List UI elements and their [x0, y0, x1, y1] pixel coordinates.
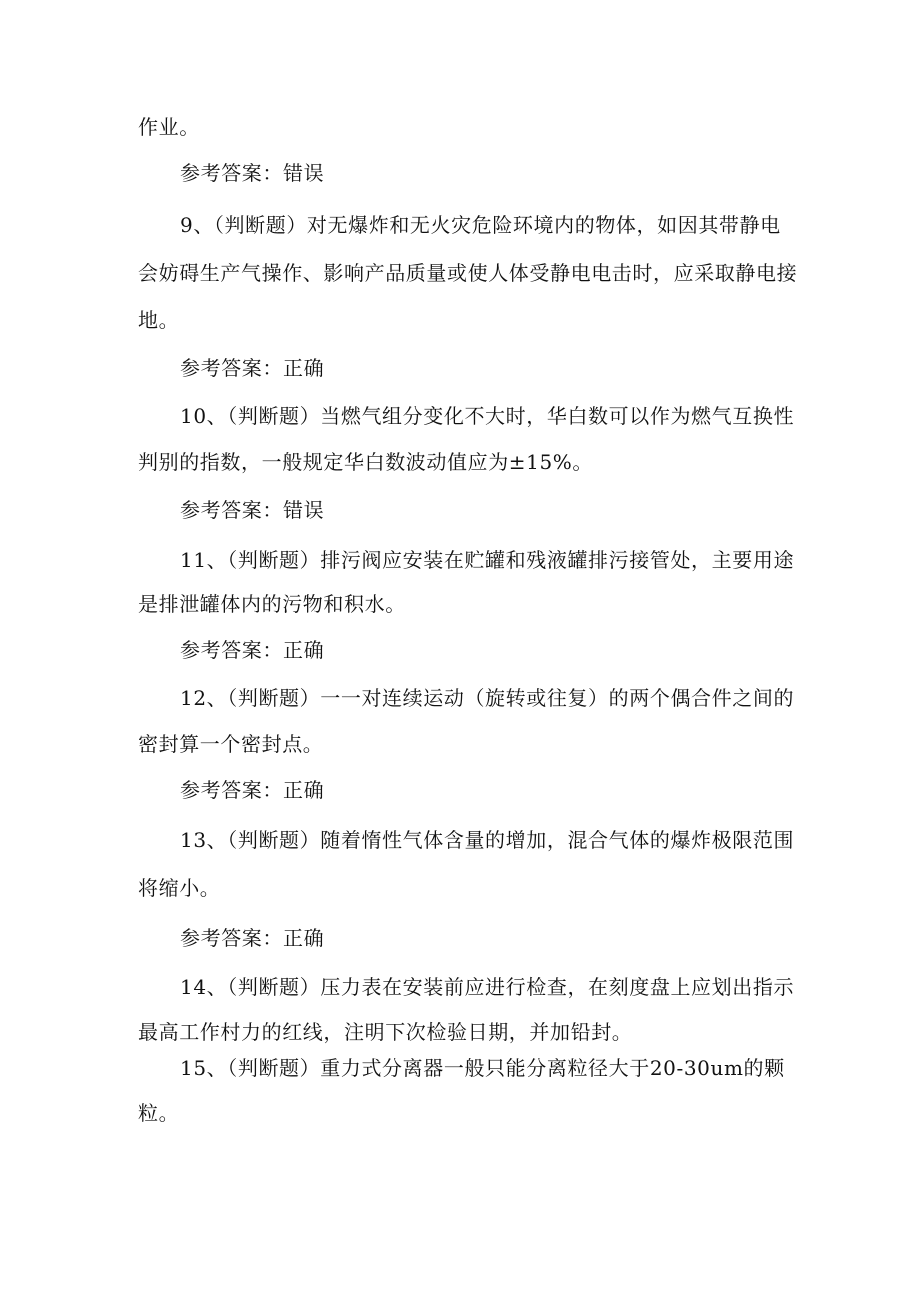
question-line: 11、（判断题）排污阀应安装在贮罐和残液罐排污接管处，主要用途: [180, 548, 795, 572]
answer-line: 参考答案：错误: [180, 161, 325, 185]
text-line: 是排泄罐体内的污物和积水。: [138, 592, 406, 616]
question-line: 13、（判断题）随着惰性气体含量的增加，混合气体的爆炸极限范围: [180, 828, 795, 852]
text-line: 将缩小。: [138, 876, 221, 900]
answer-line: 参考答案：错误: [180, 498, 325, 522]
question-line: 14、（判断题）压力表在安装前应进行检查，在刻度盘上应划出指示: [180, 975, 795, 999]
answer-line: 参考答案：正确: [180, 638, 325, 662]
text-line: 判别的指数，一般规定华白数波动值应为±15%。: [138, 450, 594, 474]
answer-line: 参考答案：正确: [180, 926, 325, 950]
question-line: 15、（判断题）重力式分离器一般只能分离粒径大于20-30um的颗: [180, 1056, 785, 1080]
question-line: 10、（判断题）当燃气组分变化不大时，华白数可以作为燃气互换性: [180, 404, 795, 428]
text-line: 地。: [138, 308, 180, 332]
text-line: 最高工作村力的红线，注明下次检验日期，并加铅封。: [138, 1020, 633, 1044]
text-line: 会妨碍生产气操作、影响产品质量或使人体受静电电击时，应采取静电接: [138, 261, 798, 285]
question-line: 12、（判断题）一一对连续运动（旋转或往复）的两个偶合件之间的: [180, 686, 795, 710]
text-line: 密封算一个密封点。: [138, 732, 324, 756]
text-line: 粒。: [138, 1101, 180, 1125]
question-line: 9、（判断题）对无爆炸和无火灾危险环境内的物体，如因其带静电: [180, 213, 781, 237]
answer-line: 参考答案：正确: [180, 356, 325, 380]
answer-line: 参考答案：正确: [180, 778, 325, 802]
text-line: 作业。: [138, 115, 200, 139]
